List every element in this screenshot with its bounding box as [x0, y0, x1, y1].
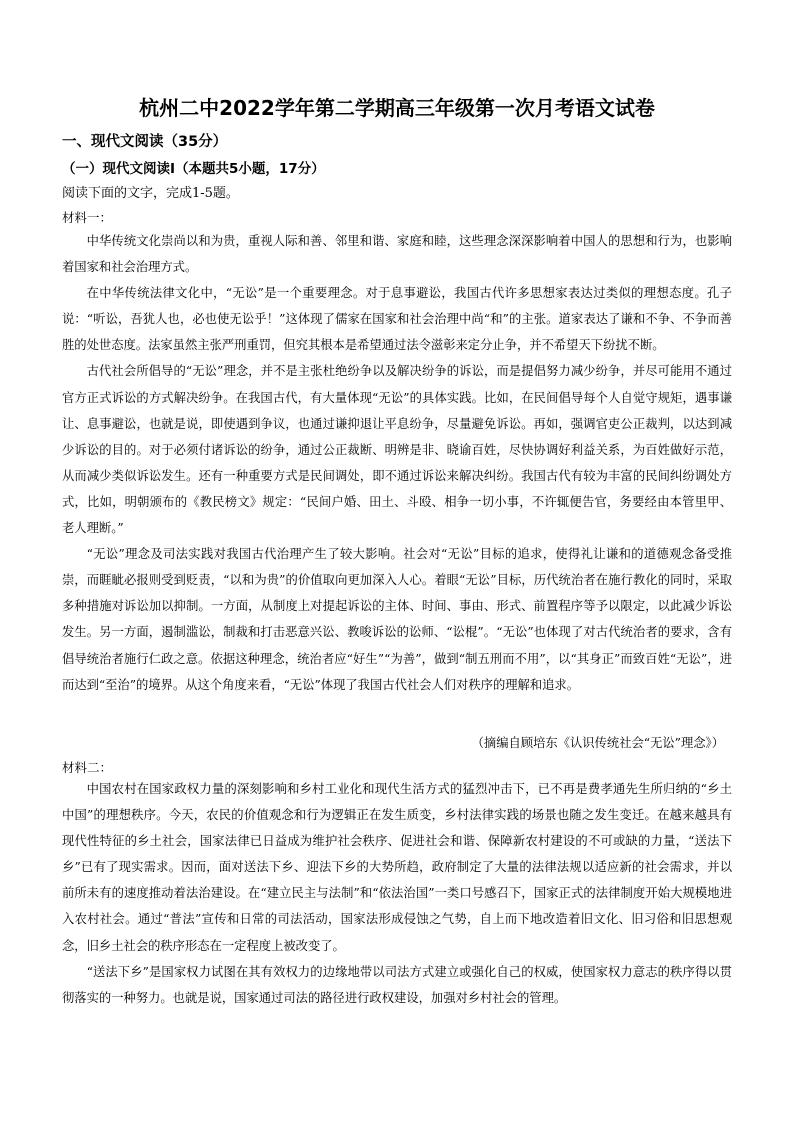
material-one-text [62, 228, 732, 698]
exam-title: 杭州二中2022学年第二学期高三年级第一次月考语文试卷 [139, 96, 655, 120]
paragraph: 中国农村在国家政权力量的深刻影响和乡村工业化和现代生活方式的猛烈冲击下，已不再是费孝通先生所归纳的“乡土中国”的理想秩序。今天，农民的价值观念和行为逻辑正在发生质变，乡村法律实践的场景也随之发生变迁。在越来越具有现代性特征的乡土社会，国家法律已日益成为维护社会秩序、促进社会和谐、保障新农村建设的不可或缺的力量，“送法下乡”已有了现实需求。因而，面对送法下乡、迎法下乡的大势所趋，政府制定了大量的法律法规以适应新的社会需求，并以前所未有的速度推动着法治建设。在“建立民主与法制”和“依法治国”一类口号感召下，国家正式的法律制度开始大规模地进入农村社会。通过“普法”宣传和日常的司法活动，国家法形成侵蚀之气势，自上而下地改造着旧文化、旧习俗和旧思想观念，旧乡土社会的秩序形态在一定程度上被改变了。 [62, 782, 732, 953]
material-two-label: 材料二： [62, 760, 113, 775]
reading-instruction: 阅读下面的文字，完成1-5题。 [62, 186, 239, 201]
material-two-text [62, 776, 732, 1011]
material-one-label: 材料一： [62, 210, 113, 225]
paragraph: “送法下乡”是国家权力试图在其有效权力的边缘地带以司法方式建立或强化自己的权威，使国家权力意志的秩序得以贯彻落实的一种努力。也就是说，国家通过司法的路径进行政权建设，加强对乡村社会的管理。 [62, 964, 732, 1005]
section-heading: 一、现代文阅读（35分） [62, 134, 228, 150]
paragraph: 中华传统文化崇尚以和为贵，重视人际和善、邻里和谐、家庭和睦，这些理念深深影响着中国人的思想和行为，也影响着国家和社会治理方式。 [62, 234, 732, 275]
paragraph: 古代社会所倡导的“无讼”理念，并不是主张杜绝纷争以及解决纷争的诉讼，而是提倡努力减少纷争，并尽可能用不通过官方正式诉讼的方式解决纷争。在我国古代，有大量体现“无讼”的具体实践。比如，在民间倡导每个人自觉守规矩，遇事谦让、息事避讼，也就是说，即使遇到争议，也通过谦抑退让平息纷争，尽量避免诉讼。再如，强调官吏公正裁判，以达到减少诉讼的目的。对于必须付诸诉讼的纷争，通过公正裁断、明辨是非、晓谕百姓，尽快协调好利益关系，为百姓做好示范，从而减少类似诉讼发生。还有一种重要方式是民间调处，即不通过诉讼来解决纠纷。我国古代有较为丰富的民间纠纷调处方式，比如，明朝颁布的《教民榜文》规定：“民间户婚、田土、斗殴、相争一切小事，不许辄便告官，务要经由本管里甲、老人理断。” [62, 364, 732, 536]
paragraph: 在中华传统法律文化中，“无讼”是一个重要理念。对于息事避讼，我国古代许多思想家表达过类似的理想态度。孔子说：“听讼，吾犹人也，必也使无讼乎！”这体现了儒家在国家和社会治理中尚“和”的主张。道家表达了谦和不争、不争而善胜的处世态度。法家虽然主张严刑重罚，但究其根本是希望通过法令滋彰来定分止争，并不希望天下纷扰不断。 [62, 286, 732, 353]
paragraph: “无讼”理念及司法实践对我国古代治理产生了较大影响。社会对“无讼”目标的追求，使得礼让谦和的道德观念备受推崇，而睚眦必报则受到贬责，“以和为贵”的价值取向更加深入人心。着眼“无讼”目标，历代统治者在施行教化的同时，采取多种措施对诉讼加以抑制。一方面，从制度上对提起诉讼的主体、时间、事由、形式、前置程序等予以限定，以此减少诉讼发生。另一方面，遏制滥讼，制裁和打击恶意兴讼、教唆诉讼的讼师、“讼棍”。“无讼”也体现了对古代统治者的要求，含有倡导统治者施行仁政之意。依据这种理念，统治者应“好生”“为善”，做到“制五刑而不用”，以“其身正”而致百姓“无讼”，进而达到“至治”的境界。从这个角度来看，“无讼”体现了我国古代社会人们对秩序的理解和追求。 [62, 547, 732, 692]
material-one-source: （摘编自顾培东《认识传统社会“无讼”理念》） [471, 736, 724, 750]
subsection-heading: （一）现代文阅读I（本题共5小题，17分） [62, 161, 325, 177]
